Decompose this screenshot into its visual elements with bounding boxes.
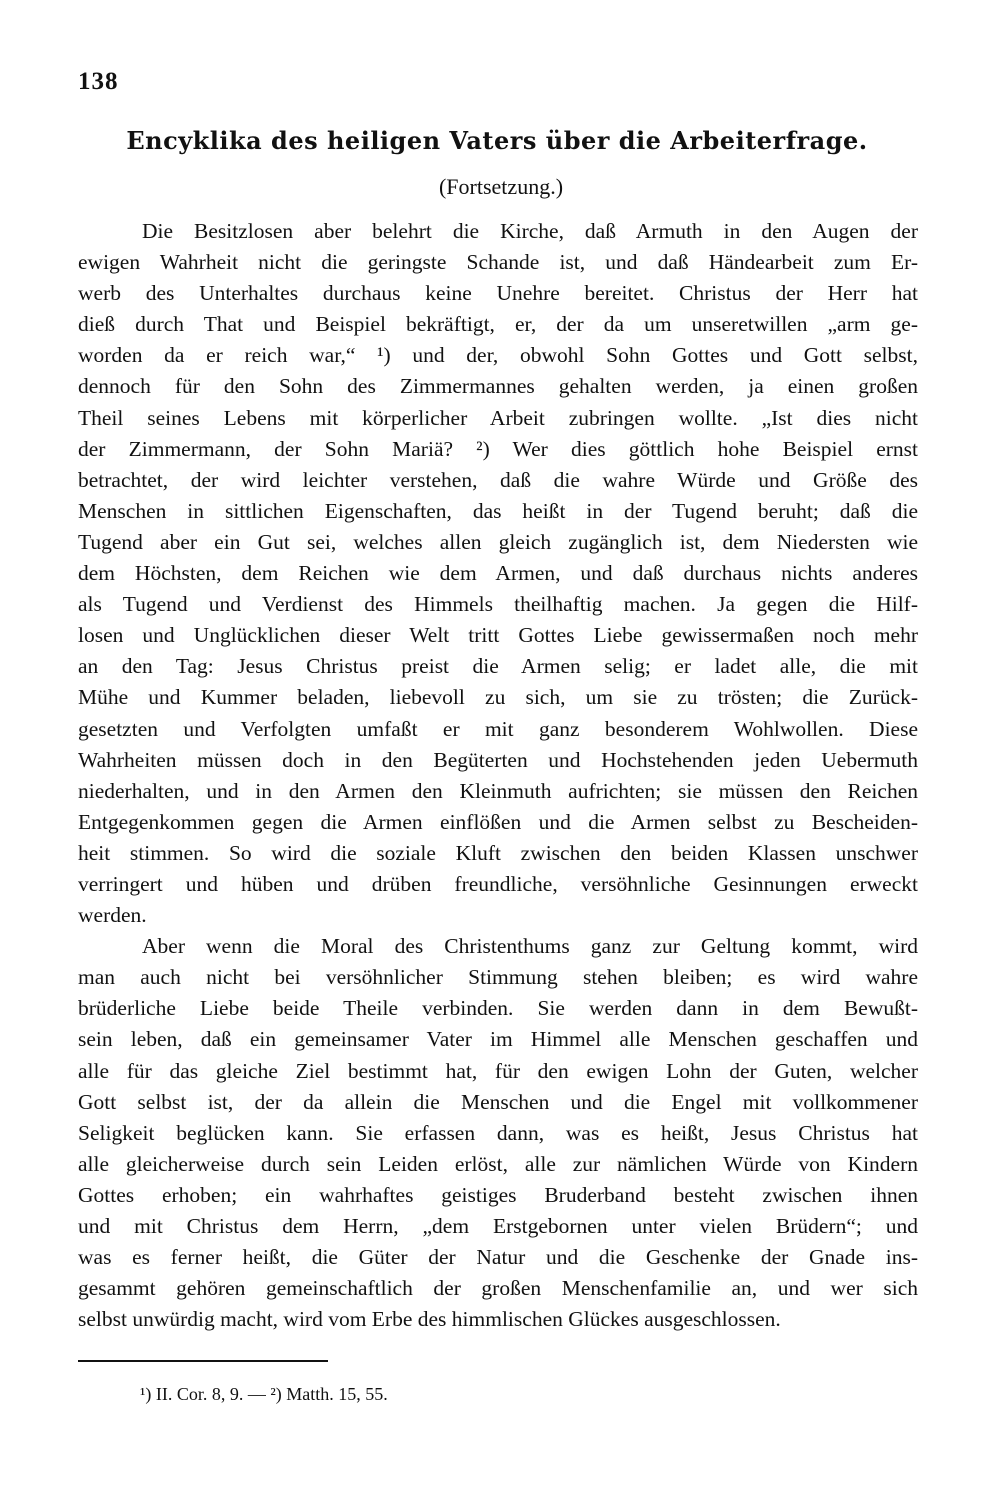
text-line: Entgegenkommen gegen die Armen einflößen und die Armen selbst zu Bescheiden- (78, 809, 918, 834)
text-line: niederhalten, und in den Armen den Kleinmuth aufrichten; sie müssen den Reichen (78, 778, 918, 803)
text-line: werb des Unterhaltes durchaus keine Unehre bereitet. Christus der Herr hat (78, 281, 918, 306)
text-line: und mit Christus dem Herrn, „dem Erstgebornen unter vielen Brüdern“; und (78, 1214, 918, 1238)
footnote-divider (78, 1360, 328, 1362)
text-line: Gottes erhoben; ein wahrhaftes geistiges Bruderband besteht zwischen ihnen (78, 1182, 918, 1207)
text-line: worden da er reich war,“ ¹) und der, obwohl Sohn Gottes und Gott selbst, (78, 343, 918, 368)
text-line: gesetzten und Verfolgten umfaßt er mit ganz besonderem Wohlwollen. Diese (78, 716, 918, 741)
body-text (78, 216, 918, 1335)
text-line: alle für das gleiche Ziel bestimmt hat, für den ewigen Lohn der Guten, welcher (78, 1058, 918, 1083)
text-line: betrachtet, der wird leichter verstehen, daß die wahre Würde und Größe des (78, 467, 918, 492)
footnotes: ¹) II. Cor. 8, 9. — ²) Matth. 15, 55. (140, 1384, 388, 1404)
text-line: ewigen Wahrheit nicht die geringste Schande ist, und daß Händearbeit zum Er- (78, 250, 918, 275)
text-line: dieß durch That und Beispiel bekräftigt, er, der da um unseretwillen „arm ge- (78, 312, 918, 337)
text-line: verringert und hüben und drüben freundliche, versöhnliche Gesinnungen erweckt (78, 871, 918, 896)
text-line: losen und Unglücklichen dieser Welt tritt Gottes Liebe gewissermaßen noch mehr (78, 623, 918, 648)
text-line: dem Höchsten, dem Reichen wie dem Armen, und daß durchaus nichts anderes (78, 561, 918, 586)
article-subtitle: (Fortsetzung.) (438, 174, 564, 199)
text-line: alle gleicherweise durch sein Leiden erlöst, alle zur nämlichen Würde von Kindern (78, 1151, 918, 1176)
text-line: an den Tag: Jesus Christus preist die Armen selig; er ladet alle, die mit (78, 654, 918, 679)
text-line: Menschen in sittlichen Eigenschaften, das heißt in der Tugend beruht; daß die (78, 498, 918, 523)
text-line: werden. (78, 903, 147, 928)
text-line: Seligkeit beglücken kann. Sie erfassen dann, was es heißt, Jesus Christus hat (78, 1120, 918, 1145)
text-line: Die Besitzlosen aber belehrt die Kirche, daß Armuth in den Augen der (142, 219, 918, 243)
text-line: heit stimmen. So wird die soziale Kluft zwischen den beiden Klassen unschwer (78, 840, 918, 865)
text-line: Tugend aber ein Gut sei, welches allen gleich zugänglich ist, dem Niedersten wie (78, 529, 918, 554)
page-number: 138 (78, 68, 119, 95)
text-line: gesammt gehören gemeinschaftlich der großen Menschenfamilie an, und wer sich (78, 1276, 918, 1301)
article-title: Encyklika des heiligen Vaters über die Arbeiterfrage. (126, 126, 868, 155)
text-line: Gott selbst ist, der da allein die Menschen und die Engel mit vollkommener (78, 1089, 918, 1114)
text-line: selbst unwürdig macht, wird vom Erbe des himmlischen Glückes ausgeschlossen. (78, 1307, 781, 1332)
text-line: dennoch für den Sohn des Zimmermannes gehalten werden, ja einen großen (78, 374, 918, 399)
text-line: brüderliche Liebe beide Theile verbinden. Sie werden dann in dem Bewußt- (78, 996, 918, 1021)
text-line: Wahrheiten müssen doch in den Begüterten und Hochstehenden jeden Uebermuth (78, 747, 918, 772)
text-line: sein leben, daß ein gemeinsamer Vater im Himmel alle Menschen geschaffen und (78, 1027, 918, 1052)
text-line: Mühe und Kummer beladen, liebevoll zu sich, um sie zu trösten; die Zurück- (78, 685, 918, 710)
text-line: was es ferner heißt, die Güter der Natur und die Geschenke der Gnade ins- (78, 1245, 918, 1270)
text-line: man auch nicht bei versöhnlicher Stimmung stehen bleiben; es wird wahre (78, 965, 918, 990)
text-line: Aber wenn die Moral des Christenthums ganz zur Geltung kommt, wird (142, 934, 918, 959)
text-line: als Tugend und Verdienst des Himmels theilhaftig machen. Ja gegen die Hilf- (78, 592, 918, 617)
text-line: der Zimmermann, der Sohn Mariä? ²) Wer dies göttlich hohe Beispiel ernst (78, 436, 918, 461)
text-line: Theil seines Lebens mit körperlicher Arbeit zubringen wollte. „Ist dies nicht (78, 405, 918, 430)
